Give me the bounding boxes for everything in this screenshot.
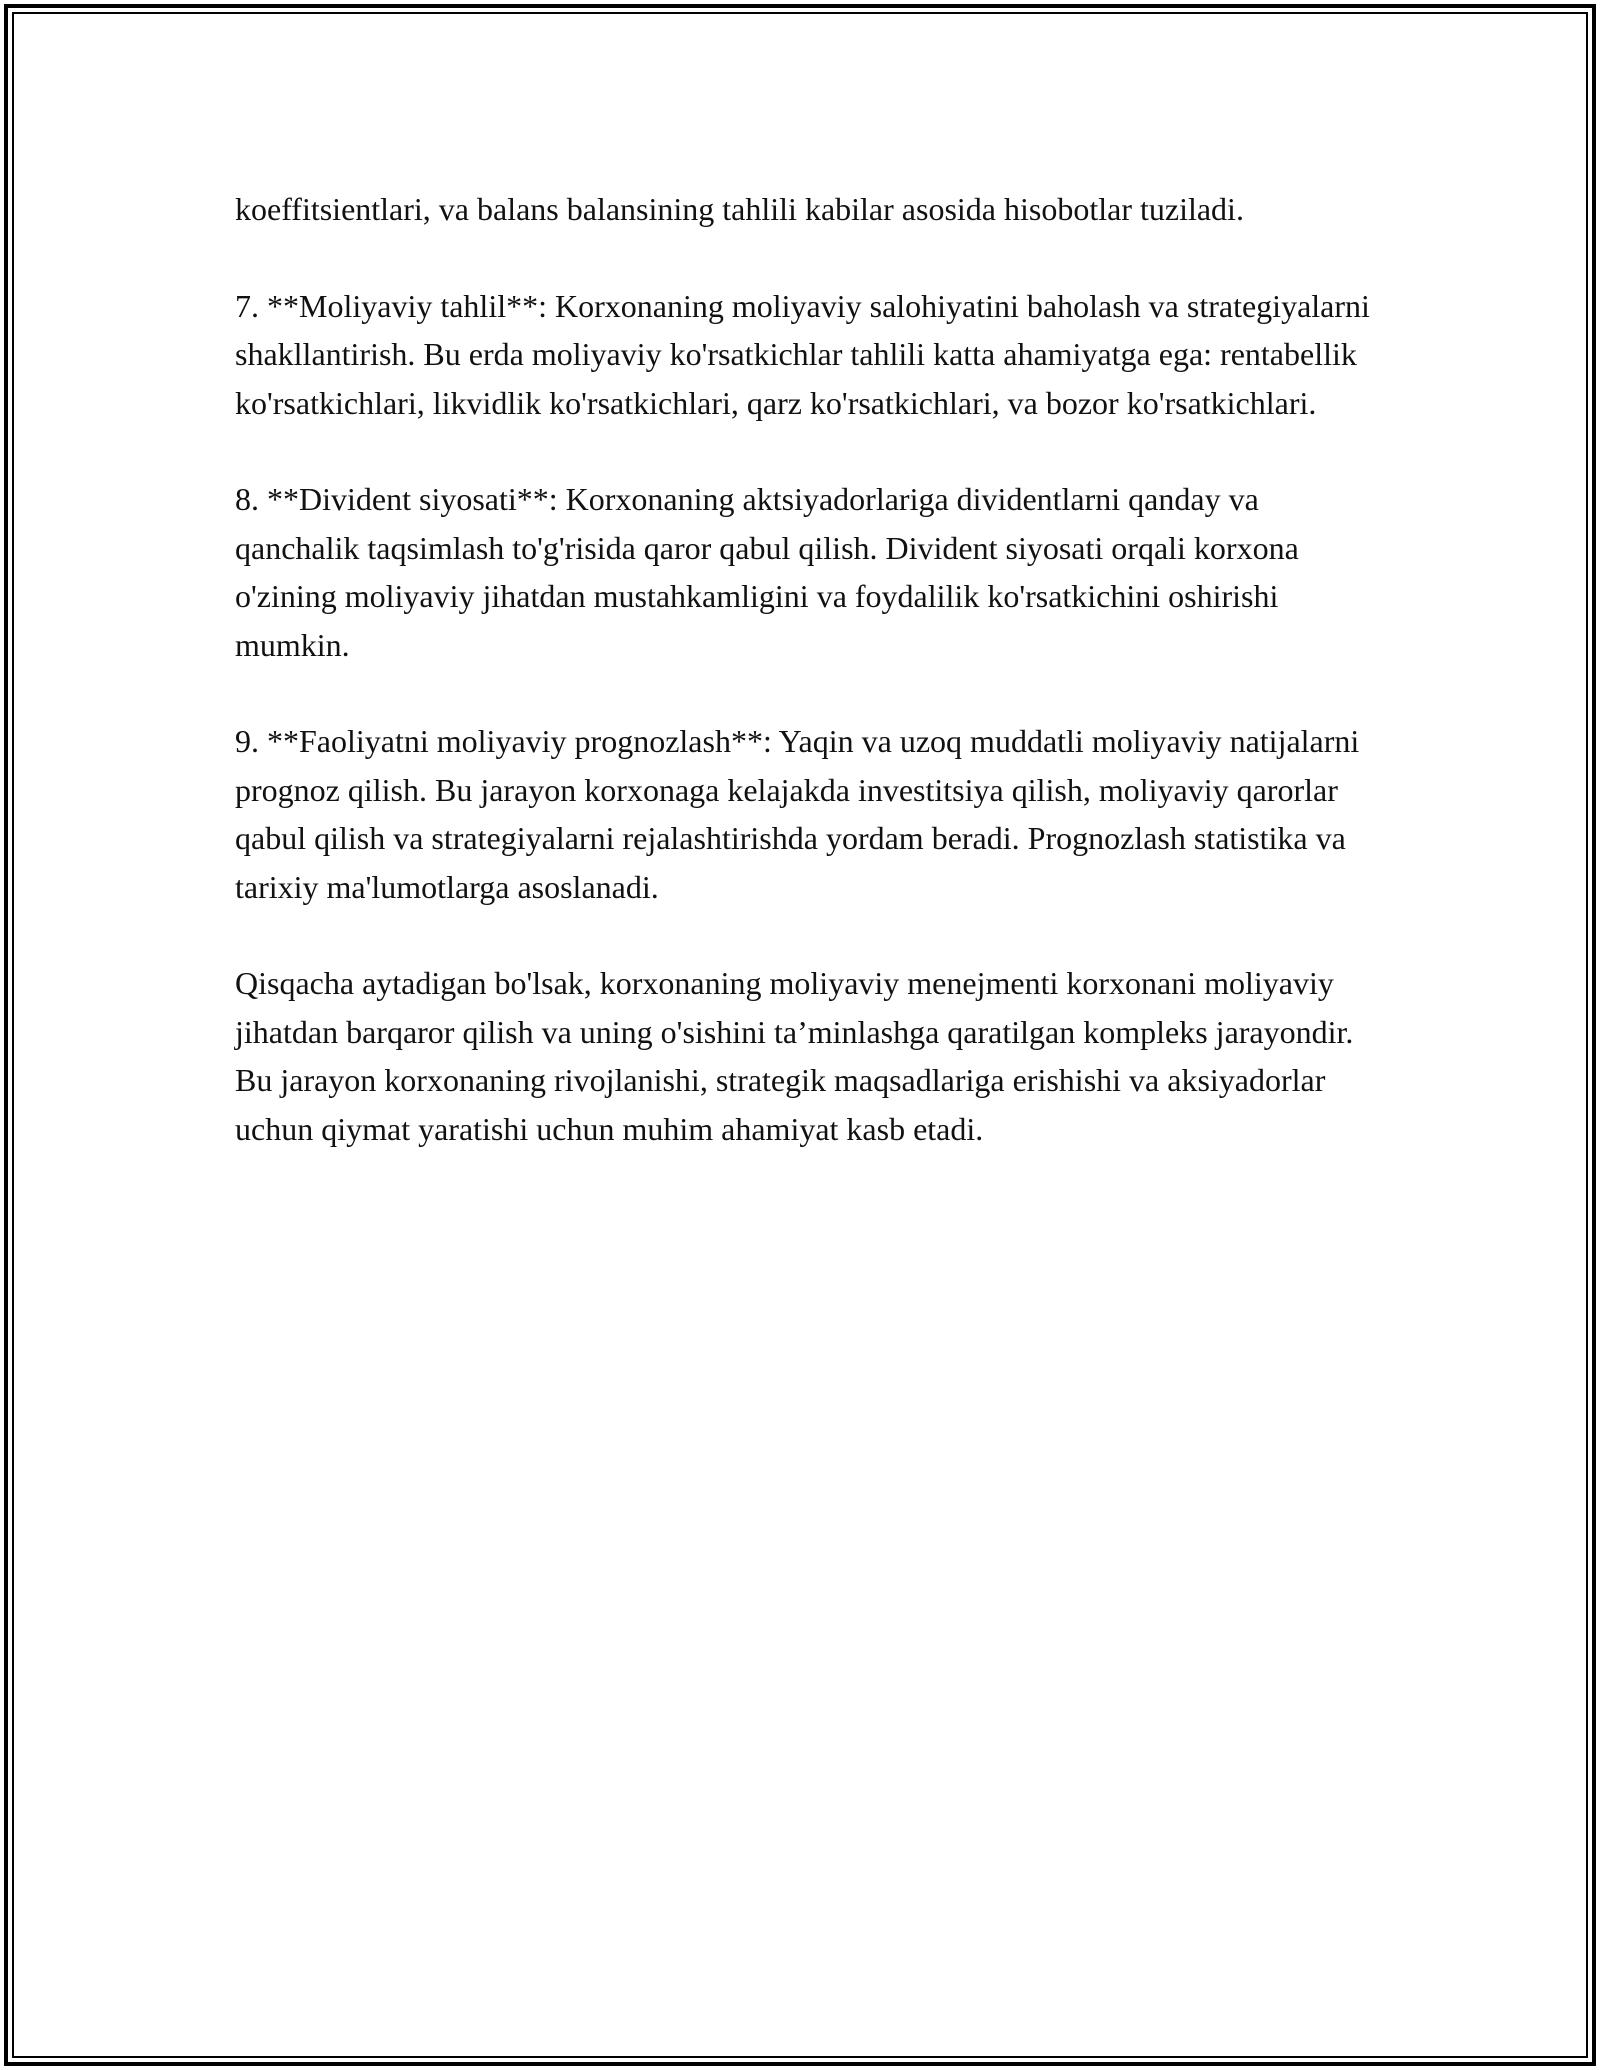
document-body [235,185,1380,1201]
paragraph-moliyaviy-tahlil: 7. **Moliyaviy tahlil**: Korxonaning moliyaviy salohiyatini baholash va strategiyalarni shakllantirish. Bu erda moliyaviy ko'rsatkichlar tahlili katta ahamiyatga ega: rentabellik ko'rsatkichlari, likvidlik ko'rsatkichlari, qarz ko'rsatkichlari, va bozor ko'rsatkichlari. [235,287,1370,421]
paragraph-conclusion: Qisqacha aytadigan bo'lsak, korxonaning moliyaviy menejmenti korxonani moliyaviy jihatdan barqaror qilish va uning o'sishini ta’minlashga qaratilgan kompleks jarayondir. Bu jarayon korxonaning rivojlanishi, strategik maqsadlariga erishishi va aksiyadorlar uchun qiymat yaratishi uchun muhim ahamiyat kasb etadi. [235,965,1354,1147]
paragraph-moliyaviy-prognozlash: 9. **Faoliyatni moliyaviy prognozlash**: Yaqin va uzoq muddatli moliyaviy natijalarni prognoz qilish. Bu jarayon korxonaga kelajakda investitsiya qilish, moliyaviy qarorlar qabul qilish va strategiyalarni rejalashtirishda yordam beradi. Prognozlash statistika va tarixiy ma'lumotlarga asoslanadi. [235,723,1360,905]
paragraph-divident-siyosati: 8. **Divident siyosati**: Korxonaning aktsiyadorlariga dividentlarni qanday va qanchalik taqsimlash to'g'risida qaror qabul qilish. Divident siyosati orqali korxona o'zining moliyaviy jihatdan mustahkamligini va foydalilik ko'rsatkichini oshirishi mumkin. [235,481,1299,663]
paragraph-continuation: koeffitsientlari, va balans balansining tahlili kabilar asosida hisobotlar tuziladi. [235,191,1244,227]
